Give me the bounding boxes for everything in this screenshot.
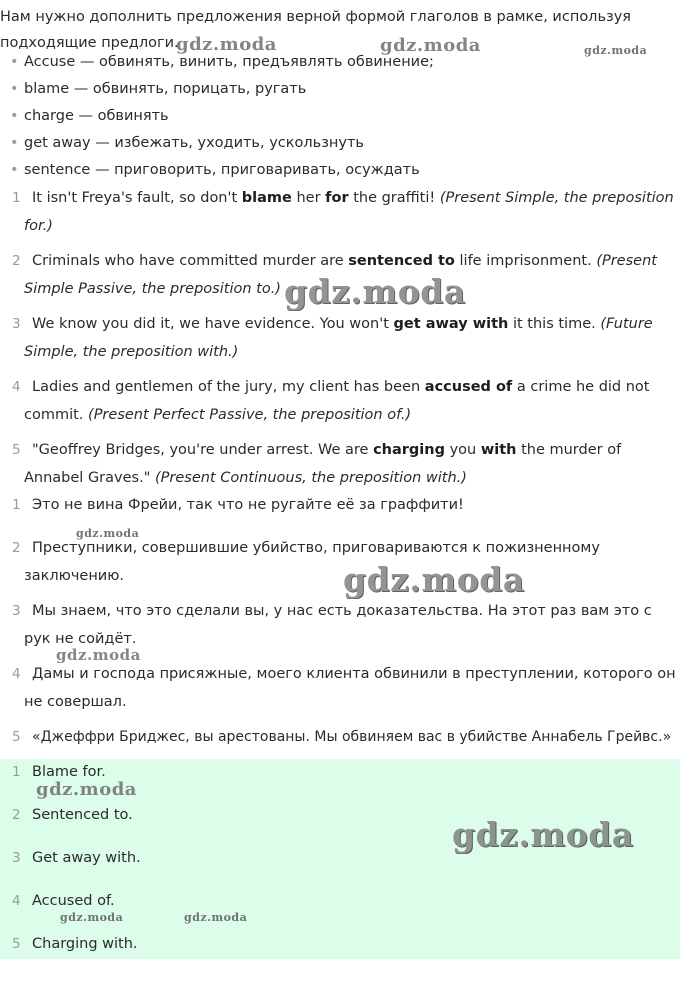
russian-sentence (0, 660, 676, 716)
vocab-item: • blame — обвинять, порицать, ругать (0, 76, 434, 103)
watermark: gdz.moda (343, 560, 525, 599)
grammar-note: (Present Continuous, the preposition with.) (154, 470, 467, 486)
answer-text: Sentenced to. (32, 807, 133, 823)
watermark: gdz.moda (56, 646, 141, 664)
vocab-item: • Accuse — обвинять, винить, предъявлять обвинение; (0, 49, 434, 76)
grammar-note: (Present Simple, the preposition for.) (24, 190, 674, 234)
watermark: gdz.moda (452, 815, 634, 854)
sentence-number: 4 (12, 666, 21, 682)
watermark: gdz.moda (184, 911, 248, 924)
answer-preposition: for (325, 190, 349, 206)
grammar-note: (Future Simple, the preposition with.) (24, 316, 653, 360)
sentence-number: 5 (12, 442, 21, 458)
russian-sentence (0, 597, 676, 653)
russian-sentence (0, 723, 676, 751)
watermark: gdz.moda (284, 272, 466, 311)
intro-text: Нам нужно дополнить предложения верной формой глаголов в рамке, используя подходящие предлоги. (0, 9, 632, 51)
watermark: gdz.moda (76, 527, 140, 540)
vocab-item: • sentence — приговорить, приговаривать, осуждать (0, 157, 434, 184)
sentence-text: the murder of Annabel Graves." (24, 442, 622, 486)
answer-number: 2 (12, 807, 21, 823)
answer-number: 4 (12, 893, 21, 909)
answer-verb: charging (373, 442, 445, 458)
translation-text: Мы знаем, что это сделали вы, у нас есть доказательства. На этот раз вам это с рук не сойдёт. (24, 603, 652, 647)
answer-verb: sentenced to (348, 253, 455, 269)
answer-number: 3 (12, 850, 21, 866)
answer-text: Blame for. (32, 764, 106, 780)
sentence-text: We know you did it, we have evidence. You won't (32, 316, 394, 332)
sentence-number: 5 (12, 729, 21, 745)
watermark: gdz.moda (36, 779, 137, 800)
grammar-note: (Present Perfect Passive, the preposition of.) (88, 407, 412, 423)
russian-sentence (0, 534, 676, 590)
answer-verb: blame (241, 190, 292, 206)
sentence-text: the graffiti! (348, 190, 440, 206)
answer-text: Charging with. (32, 936, 138, 952)
answer-text: Get away with. (32, 850, 141, 866)
russian-sentence (0, 491, 676, 519)
watermark: gdz.moda (176, 34, 277, 55)
english-sentence (0, 184, 676, 240)
sentence-text: a crime he did not commit. (24, 379, 650, 423)
sentence-number: 3 (12, 603, 21, 619)
sentence-number: 1 (12, 497, 21, 513)
sentence-number: 4 (12, 379, 21, 395)
sentence-text: life imprisonment. (454, 253, 597, 269)
sentence-number: 2 (12, 540, 21, 556)
vocab-item: • get away — избежать, уходить, ускользнуть (0, 130, 434, 157)
sentence-text: it this time. (508, 316, 601, 332)
sentence-text: you (444, 442, 481, 458)
answer-verb: get away with (393, 316, 509, 332)
sentence-number: 3 (12, 316, 21, 332)
translation-text: «Джеффри Бриджес, вы арестованы. Мы обвиняем вас в убийстве Аннабель Грейвс.» (32, 729, 672, 745)
watermark: gdz.moda (60, 911, 124, 924)
english-sentence (0, 373, 676, 429)
answer-verb: accused of (424, 379, 513, 395)
english-sentence (0, 310, 676, 366)
translation-text: Это не вина Фрейи, так что не ругайте её за граффити! (32, 497, 464, 513)
sentence-text: Criminals who have committed murder are (32, 253, 349, 269)
answer-text: Accused of. (32, 893, 115, 909)
answer-item (0, 931, 680, 957)
sentence-number: 2 (12, 253, 21, 269)
sentence-text: It isn't Freya's fault, so don't (32, 190, 242, 206)
sentence-text: her (291, 190, 326, 206)
answer-preposition: with (480, 442, 517, 458)
answer-number: 1 (12, 764, 21, 780)
watermark: gdz.moda (584, 44, 648, 57)
english-sentence (0, 436, 676, 492)
translation-text: Дамы и господа присяжные, моего клиента обвинили в преступлении, которого он не совершал. (24, 666, 676, 710)
sentence-text: "Geoffrey Bridges, you're under arrest. We are (32, 442, 374, 458)
translation-text: Преступники, совершившие убийство, приговариваются к пожизненному заключению. (24, 540, 600, 584)
grammar-note: (Present Simple Passive, the preposition to.) (24, 253, 657, 297)
answer-number: 5 (12, 936, 21, 952)
vocab-list (0, 49, 434, 184)
vocab-item: • charge — обвинять (0, 103, 434, 130)
sentence-text: Ladies and gentlemen of the jury, my client has been (32, 379, 425, 395)
watermark: gdz.moda (380, 35, 481, 56)
sentence-number: 1 (12, 190, 21, 206)
